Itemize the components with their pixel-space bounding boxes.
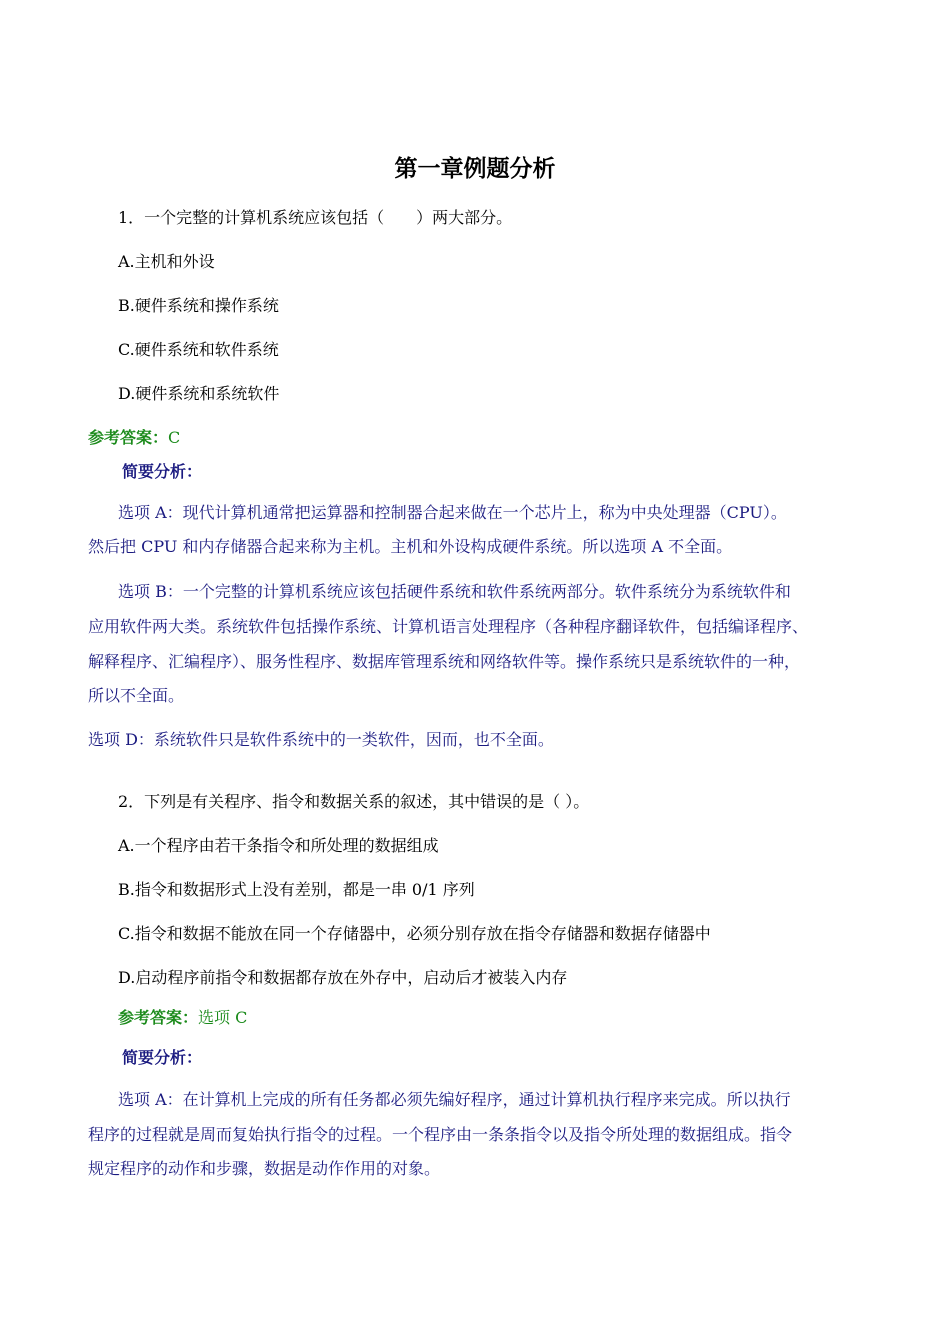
- question-1-answer: [88, 428, 180, 448]
- question-2-analysis-line: 程序的过程就是周而复始执行指令的过程。一个程序由一条条指令以及指令所处理的数据组成。指令: [88, 1125, 793, 1144]
- question-1-analysis-heading: 简要分析：: [122, 462, 203, 481]
- question-1-analysis-line: 应用软件两大类。系统软件包括操作系统、计算机语言处理程序（各种程序翻译软件，包括编译程序、: [88, 617, 809, 636]
- question-2-option-c: C.指令和数据不能放在同一个存储器中，必须分别存放在指令存储器和数据存储器中: [118, 924, 711, 943]
- question-1-analysis-line: 选项 A：现代计算机通常把运算器和控制器合起来做在一个芯片上，称为中央处理器（CPU）。: [118, 503, 787, 522]
- question-1-analysis-line: 选项 B：一个完整的计算机系统应该包括硬件系统和软件系统两部分。软件系统分为系统软件和: [118, 582, 791, 601]
- question-1-analysis-line: 然后把 CPU 和内存储器合起来称为主机。主机和外设构成硬件系统。所以选项 A 不全面。: [88, 537, 733, 556]
- answer-label: 参考答案：: [88, 428, 169, 447]
- question-1-analysis-line: 所以不全面。: [88, 686, 185, 705]
- question-1-option-c: C.硬件系统和软件系统: [118, 340, 279, 359]
- page-title: 第一章例题分析: [394, 156, 556, 182]
- answer-value: 选项 C: [198, 1008, 248, 1027]
- question-1-option-d: D.硬件系统和系统软件: [118, 384, 280, 403]
- answer-label: 参考答案：: [118, 1008, 199, 1027]
- question-1-option-a: A.主机和外设: [118, 252, 215, 271]
- question-1-stem: 1．一个完整的计算机系统应该包括（ ）两大部分。: [118, 208, 513, 227]
- question-1-analysis-line: 解释程序、汇编程序）、服务性程序、数据库管理系统和网络软件等。操作系统只是系统软件的一种，: [88, 652, 801, 671]
- question-2-analysis-line: 规定程序的动作和步骤，数据是动作作用的对象。: [88, 1159, 441, 1178]
- question-1-option-b: B.硬件系统和操作系统: [118, 296, 279, 315]
- question-2-stem: 2．下列是有关程序、指令和数据关系的叙述，其中错误的是（ ）。: [118, 792, 590, 811]
- question-2-answer: [118, 1008, 247, 1028]
- question-2-option-b: B.指令和数据形式上没有差别，都是一串 0/1 序列: [118, 880, 475, 899]
- question-1-analysis-line: 选项 D：系统软件只是软件系统中的一类软件，因而，也不全面。: [88, 730, 554, 749]
- question-2-option-d: D.启动程序前指令和数据都存放在外存中，启动后才被装入内存: [118, 968, 568, 987]
- question-2-analysis-heading: 简要分析：: [122, 1048, 203, 1067]
- question-2-analysis-line: 选项 A：在计算机上完成的所有任务都必须先编好程序，通过计算机执行程序来完成。所以执行: [118, 1090, 791, 1109]
- answer-value: C: [168, 428, 181, 447]
- question-2-option-a: A.一个程序由若干条指令和所处理的数据组成: [118, 836, 439, 855]
